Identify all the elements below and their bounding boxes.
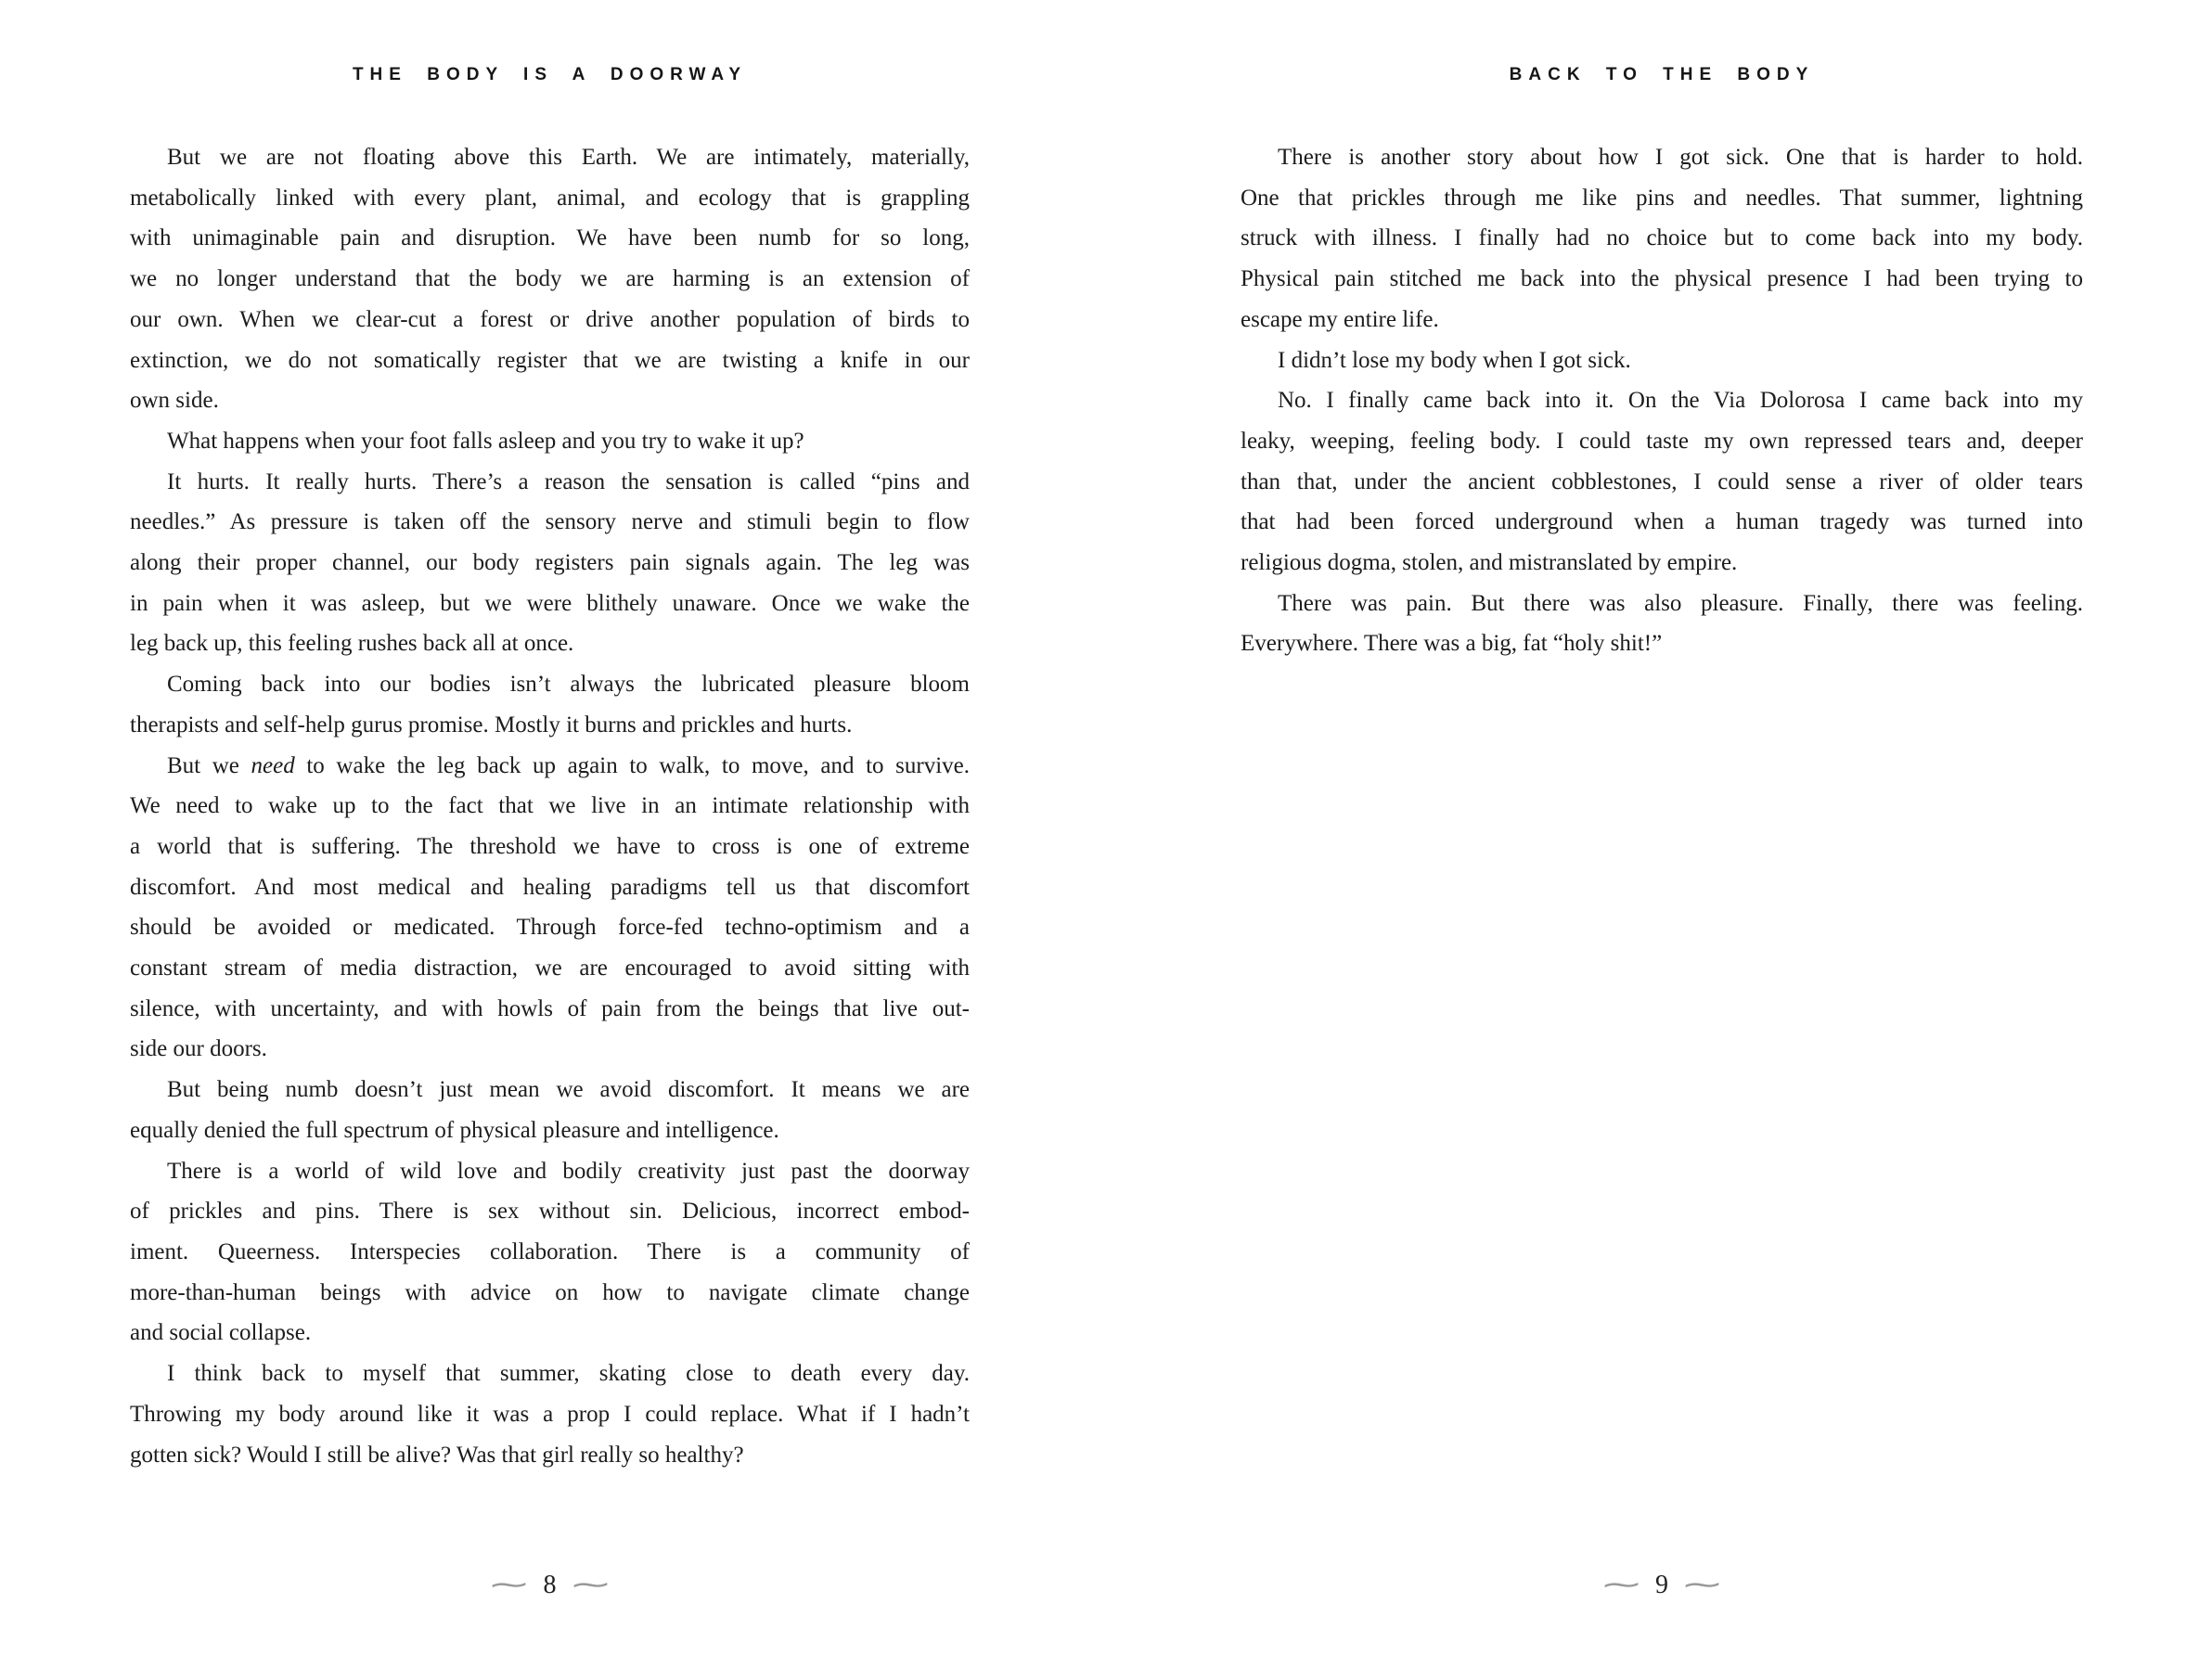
text-line: There is another story about how I got sick. One that is harder to hold. (1278, 145, 2083, 170)
text-line: leg back up, this feeling rushes back all at once. (130, 631, 574, 657)
running-header-left: THE BODY IS A DOORWAY (352, 65, 748, 84)
text-line: No. I finally came back into it. On the Via Dolorosa I came back into my (1278, 388, 2083, 414)
swash-ornament-icon: ∼ (487, 1570, 532, 1600)
text-line: should be avoided or medicated. Through force-fed techno-optimism and a (130, 915, 970, 941)
text-line: equally denied the full spectrum of physical pleasure and intelligence. (130, 1117, 779, 1143)
page-footer-left (130, 1572, 970, 1599)
text-line: One that prickles through me like pins and needles. That summer, lightning (1241, 185, 2083, 211)
text-line: constant stream of media distraction, we are encouraged to avoid sitting with (130, 956, 970, 981)
text-line: I didn’t lose my body when I got sick. (1278, 347, 1631, 373)
text-line: I think back to myself that summer, skating close to death every day. (167, 1361, 970, 1387)
text-line: religious dogma, stolen, and mistranslated by empire. (1241, 550, 1738, 576)
body-text-left (130, 137, 970, 1475)
text-line: What happens when your foot falls asleep and you try to wake it up? (167, 428, 804, 454)
text-line: escape my entire life. (1241, 306, 1439, 332)
text-line: of prickles and pins. There is sex without sin. Delicious, incorrect embod- (130, 1199, 970, 1225)
text-line: in pain when it was asleep, but we were blithely unaware. Once we wake the (130, 590, 970, 616)
text-line: extinction, we do not somatically register that we are twisting a knife in our (130, 347, 970, 373)
text-line: with unimaginable pain and disruption. We have been numb for so long, (130, 225, 970, 251)
text-line: and social collapse. (130, 1320, 312, 1346)
text-line: silence, with uncertainty, and with howls of pain from the beings that live out- (130, 995, 970, 1021)
text-line: Physical pain stitched me back into the physical presence I had been trying to (1241, 266, 2083, 292)
swash-ornament-icon: ∼ (1599, 1570, 1644, 1600)
right-page (1241, 0, 2083, 1655)
text-line: that had been forced underground when a human tragedy was turned into (1241, 509, 2083, 535)
swash-ornament-icon: ∼ (1679, 1570, 1725, 1600)
text-line: side our doors. (130, 1036, 267, 1062)
page-number: 9 (1655, 1571, 1668, 1599)
page-number: 8 (543, 1571, 557, 1599)
text-line: our own. When we clear-cut a forest or drive another population of birds to (130, 306, 970, 332)
text-line: metabolically linked with every plant, animal, and ecology that is grappling (130, 185, 970, 211)
text-line: Coming back into our bodies isn’t always the lubricated pleasure bloom (167, 672, 970, 698)
running-header-right: BACK TO THE BODY (1509, 65, 1815, 84)
text-line: we no longer understand that the body we are harming is an extension of (130, 266, 970, 292)
page-footer-right (1241, 1572, 2083, 1599)
left-page (130, 0, 970, 1655)
text-line: There was pain. But there was also pleasure. Finally, there was feeling. (1278, 590, 2083, 616)
body-text-right (1241, 137, 2083, 664)
text-line: But we are not floating above this Earth. We are intimately, materially, (167, 145, 970, 170)
text-line: gotten sick? Would I still be alive? Was that girl really so healthy? (130, 1442, 744, 1468)
text-line: There is a world of wild love and bodily creativity just past the doorway (167, 1158, 970, 1184)
text-line: Throwing my body around like it was a prop I could replace. What if I hadn’t (130, 1401, 970, 1427)
text-line: But we need to wake the leg back up again to walk, to move, and to survive. (167, 752, 970, 778)
text-line: than that, under the ancient cobblestones, I could sense a river of older tears (1241, 468, 2083, 494)
text-line: But being numb doesn’t just mean we avoid discomfort. It means we are (167, 1077, 970, 1103)
text-line: along their proper channel, our body registers pain signals again. The leg was (130, 550, 970, 576)
text-line: discomfort. And most medical and healing paradigms tell us that discomfort (130, 874, 970, 900)
text-line: more-than-human beings with advice on how to navigate climate change (130, 1279, 970, 1305)
text-line: needles.” As pressure is taken off the sensory nerve and stimuli begin to flow (130, 509, 970, 535)
text-line: iment. Queerness. Interspecies collaboration. There is a community of (130, 1238, 970, 1264)
text-line: therapists and self-help gurus promise. Mostly it burns and prickles and hurts. (130, 712, 853, 738)
text-line: struck with illness. I finally had no choice but to come back into my body. (1241, 225, 2083, 251)
text-line: It hurts. It really hurts. There’s a reason the sensation is called “pins and (167, 468, 970, 494)
text-line: Everywhere. There was a big, fat “holy shit!” (1241, 631, 1663, 657)
text-line: own side. (130, 388, 219, 414)
swash-ornament-icon: ∼ (568, 1570, 612, 1600)
text-line: leaky, weeping, feeling body. I could taste my own repressed tears and, deeper (1241, 428, 2083, 454)
text-line: We need to wake up to the fact that we live in an intimate relationship with (130, 793, 970, 819)
text-line: a world that is suffering. The threshold we have to cross is one of extreme (130, 833, 970, 859)
